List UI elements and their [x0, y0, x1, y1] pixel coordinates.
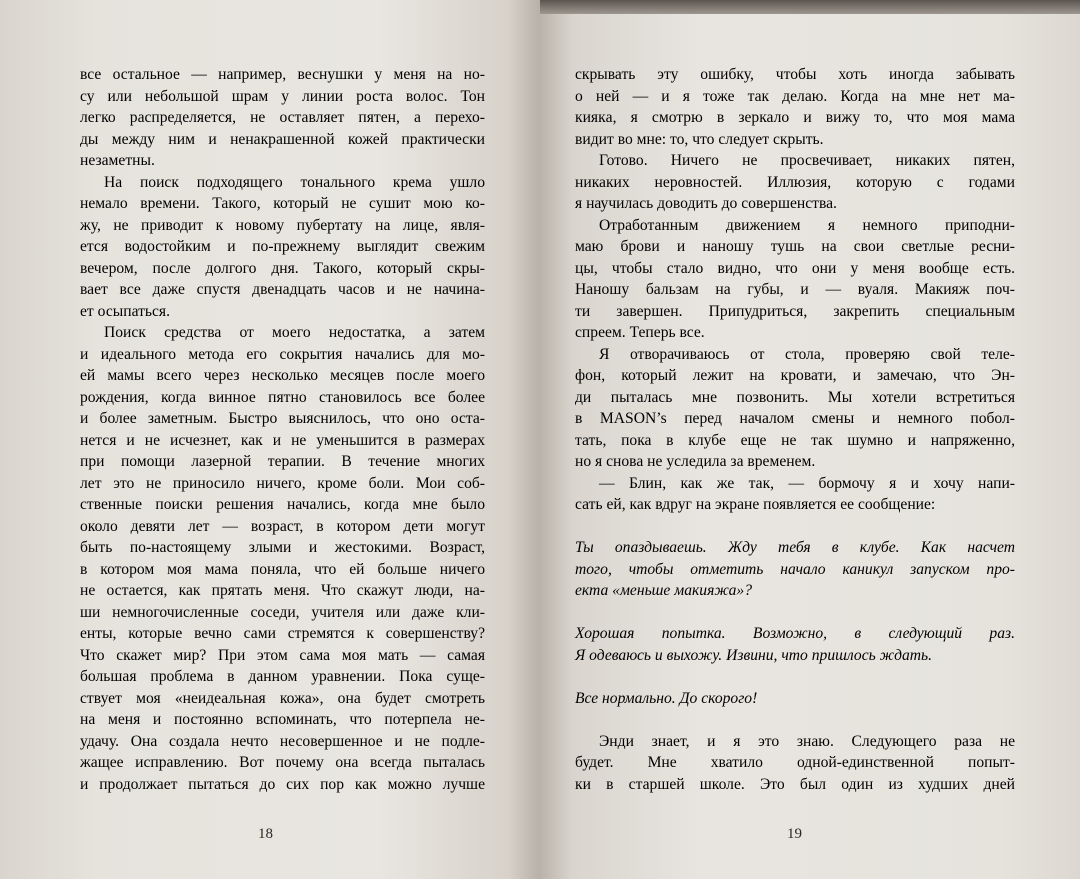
text-line: нется и не исчезнет, как и не уменьшится в размерах: [80, 431, 485, 449]
text-line: не остается, как прятать меня. Что скажут люди, на-: [80, 582, 485, 599]
text-line: и идеального метода его сокрытия начались для мо-: [80, 345, 485, 363]
text-line: быть по-настоящему злыми и жестокими. Возраст,: [80, 539, 485, 556]
text-line: жащее исправлению. Вот почему она всегда пыталась: [80, 754, 485, 771]
text-line: ет осыпаться.: [80, 302, 170, 320]
text-line: того, чтобы отметить начало каникул запуском про-: [575, 560, 1015, 578]
text-line: ки в старшей школе. Это был один из худших дней: [575, 775, 1015, 793]
text-line: при помощи лазерной терапии. В течение многих: [80, 453, 485, 470]
text-line: ственные поиски решения начались, когда мне было: [80, 496, 485, 513]
text-line: рождения, когда винное пятно становилось все более: [80, 388, 485, 406]
text-line: и более заметным. Быстро выяснилось, что оно оста-: [80, 410, 485, 427]
text-line: все остальное — например, веснушки у меня на но-: [80, 66, 485, 83]
text-line: Ты опаздываешь. Жду тебя в клубе. Как насчет: [575, 539, 1015, 556]
text-line: лет это не приносило ничего, кроме боли. Мои соб-: [80, 474, 485, 492]
text-line: скрывать эту ошибку, чтобы хоть иногда забывать: [575, 66, 1015, 83]
text-line: ши немногочисленные соседи, учителя или даже кли-: [80, 603, 485, 621]
text-line: о ней — и я тоже так делаю. Когда на мне нет ма-: [575, 87, 1015, 105]
text-line: су или небольшой шрам у линии роста волос. Тон: [80, 87, 485, 105]
text-line: незаметны.: [80, 152, 155, 169]
text-line: около девяти лет — возраст, в котором дети могут: [80, 517, 485, 535]
text-line: большая проблема в данном уравнении. Пока суще-: [80, 668, 485, 685]
blank-line: [575, 602, 1015, 624]
text-line: но я снова не уследила за временем.: [575, 453, 816, 470]
text-line: Я отворачиваюсь от стола, проверяю свой теле-: [599, 345, 1015, 363]
text-line: легко распределяется, не оставляет пятен, а перехо-: [80, 109, 485, 126]
text-line: маю брови и наношу тушь на свои светлые ресни-: [575, 238, 1015, 255]
text-line: тать, пока в клубе еще не так шумно и напряженно,: [575, 431, 1015, 449]
text-line: на меня и постоянно вспоминать, что потерпела не-: [80, 711, 485, 728]
text-line: Все нормально. До скорого!: [575, 689, 758, 707]
text-line: Наношу бальзам на губы, и — вуаля. Макияж поч-: [575, 281, 1015, 298]
text-line: цы, чтобы стало видно, что они у меня вообще есть.: [575, 259, 1015, 277]
text-line: фон, который лежит на кровати, и замечаю, что Эн-: [575, 367, 1015, 384]
text-line: ди пыталась мне позвонить. Мы хотели встретиться: [575, 388, 1015, 406]
text-line: Готово. Ничего не просвечивает, никаких пятен,: [599, 152, 1015, 169]
right-page-text: [575, 64, 1015, 795]
left-page-text: [80, 64, 485, 795]
text-line: сать ей, как вдруг на экране появляется ее сообщение:: [575, 496, 936, 513]
text-line: — Блин, как же так, — бормочу я и хочу напи-: [599, 474, 1015, 492]
text-line: Поиск средства от моего недостатка, а затем: [104, 324, 485, 341]
text-line: удачу. Она создала нечто несовершенное и не подле-: [80, 732, 485, 750]
text-line: и продолжает пытаться до сих пор как можно лучше: [80, 775, 485, 793]
page-number-left: 18: [258, 826, 273, 842]
text-line: енты, которые вечно сами стремятся к совершенству?: [80, 625, 485, 642]
text-line: Я одеваюсь и выхожу. Извини, что пришлось ждать.: [575, 646, 933, 664]
text-line: Хорошая попытка. Возможно, в следующий раз.: [575, 625, 1015, 642]
text-line: Отработанным движением я немного приподни-: [599, 216, 1015, 234]
text-line: в котором моя мама поняла, что ей больше ничего: [80, 560, 485, 578]
blank-line: [575, 666, 1015, 688]
text-line: ды между ним и ненакрашенной кожей практически: [80, 130, 485, 148]
text-line: вечером, после долгого дня. Такого, который скры-: [80, 259, 485, 277]
text-line: видит во мне: то, что следует скрыть.: [575, 130, 824, 148]
text-line: вает все даже спустя двенадцать часов и не начина-: [80, 281, 485, 298]
text-line: Энди знает, и я это знаю. Следующего раза не: [599, 732, 1015, 750]
text-line: киякa, я смотрю в зеркало и вижу то, что моя мама: [575, 109, 1015, 126]
text-line: ется водостойким и по-прежнему выглядит свежим: [80, 238, 485, 255]
text-line: немало времени. Такого, который не сушит мою ко-: [80, 195, 485, 212]
blank-line: [575, 709, 1015, 731]
text-line: будет. Мне хватило одной-единственной попыт-: [575, 754, 1015, 771]
text-line: ей мамы всего через несколько месяцев после моего: [80, 367, 485, 384]
page-number-right: 19: [787, 826, 802, 842]
text-line: На поиск подходящего тонального крема ушло: [104, 173, 485, 191]
text-line: никаких неровностей. Иллюзия, которую с годами: [575, 173, 1015, 191]
text-line: спреем. Теперь все.: [575, 324, 705, 341]
text-line: Что скажет мир? При этом сама моя мать — самая: [80, 646, 485, 664]
background-edge: [540, 0, 1080, 14]
text-line: ти завершен. Припудриться, закрепить специальным: [575, 302, 1015, 320]
blank-line: [575, 516, 1015, 538]
text-line: ствует моя «неидеальная кожа», она будет смотреть: [80, 689, 485, 707]
text-line: екта «меньше макияжа»?: [575, 582, 753, 599]
text-line: жу, не приводит к новому пубертату на лице, явля-: [80, 216, 485, 234]
text-line: в MASON’s перед началом смены и немного побол-: [575, 410, 1015, 427]
text-line: я научилась доводить до совершенства.: [575, 195, 837, 212]
